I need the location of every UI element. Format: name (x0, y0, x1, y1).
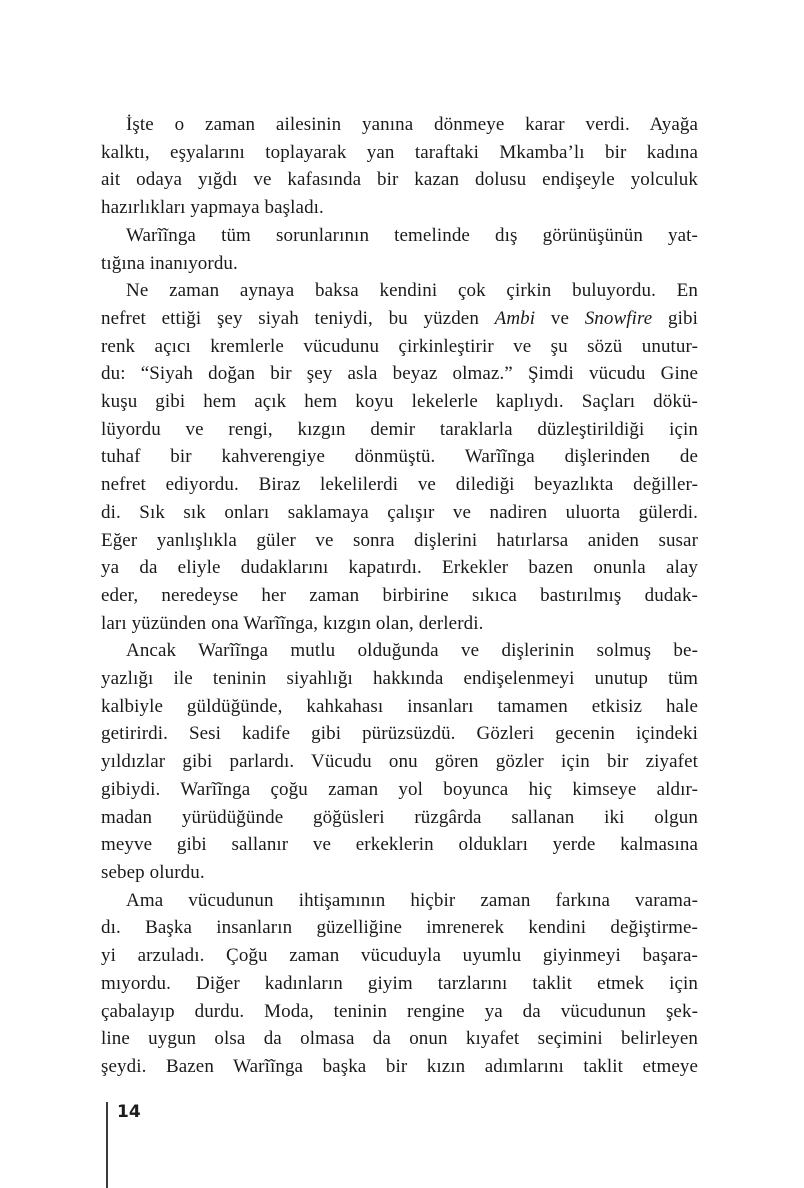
text-segment: çabalayıp durdu. Moda, teninin rengine ya da vücudunun şek- (101, 1000, 698, 1022)
text-line (101, 333, 698, 361)
text-segment: kalktı, eşyalarını toplayarak yan taraftaki Mkamba’lı bir kadına (101, 141, 698, 163)
text-segment: di. Sık sık onları saklamaya çalışır ve nadiren uluorta gülerdi. (101, 501, 698, 523)
text-segment: tığına inanıyordu. (101, 252, 238, 274)
text-segment: madan yürüdüğünde göğüsleri rüzgârda sallanan iki olgun (101, 806, 698, 828)
text-segment: nefret ediyordu. Biraz lekelilerdi ve dilediği beyazlıkta değiller- (101, 474, 698, 496)
text-segment: sebep olurdu. (101, 861, 205, 883)
text-line (101, 998, 698, 1026)
text-segment: ya da eliyle dudaklarını kapatırdı. Erkekler bazen onunla alay (101, 557, 698, 579)
text-line (101, 1053, 698, 1081)
text-segment: ait odaya yığdı ve kafasında bir kazan dolusu endişeyle yolculuk (101, 169, 698, 191)
text-line (101, 693, 698, 721)
text-line (101, 305, 698, 333)
text-segment: dı. Başka insanların güzelliğine imrenerek kendini değiştirme- (101, 917, 698, 939)
paragraph (101, 222, 698, 277)
text-line (101, 637, 698, 665)
paragraph (101, 111, 698, 222)
text-line (101, 720, 698, 748)
text-line (101, 887, 698, 915)
text-line (101, 804, 698, 832)
text-segment: Warĩĩnga tüm sorunlarının temelinde dış görünüşünün yat- (126, 224, 698, 246)
text-segment: renk açıcı kremlerle vücudunu çirkinleştirir ve şu sözü unutur- (101, 335, 698, 357)
text-line (101, 776, 698, 804)
text-segment: şeydi. Bazen Warĩĩnga başka bir kızın adımlarını taklit etmeye (101, 1055, 698, 1077)
text-line (101, 610, 698, 638)
text-line (101, 831, 698, 859)
text-segment: lüyordu ve rengi, kızgın demir taraklarla düzleştirildiği için (101, 418, 698, 440)
italic-text-segment: Ambi (494, 307, 536, 329)
paragraph (101, 277, 698, 637)
text-segment: mıyordu. Diğer kadınların giyim tarzlarını taklit etmek için (101, 972, 698, 994)
text-line (101, 139, 698, 167)
text-line (101, 1025, 698, 1053)
text-line (101, 443, 698, 471)
text-segment: tuhaf bir kahverengiye dönmüştü. Warĩĩnga dişlerinden de (101, 446, 698, 468)
text-line (101, 111, 698, 139)
text-segment: gibi (652, 307, 698, 329)
text-line (101, 554, 698, 582)
text-line (101, 277, 698, 305)
text-segment: ları yüzünden ona Warĩĩnga, kızgın olan, derlerdi. (101, 612, 484, 634)
text-segment: kuşu gibi hem açık hem koyu lekelerle kaplıydı. Saçları dökü- (101, 391, 698, 413)
text-line (101, 222, 698, 250)
text-segment: yazlığı ile teninin siyahlığı hakkında endişelenmeyi unutup tüm (101, 668, 698, 690)
text-line (101, 942, 698, 970)
text-line (101, 388, 698, 416)
footer-vertical-rule (106, 1102, 108, 1188)
text-segment: meyve gibi sallanır ve erkeklerin oldukları yerde kalmasına (101, 834, 698, 856)
text-segment: Ne zaman aynaya baksa kendini çok çirkin buluyordu. En (126, 280, 698, 302)
text-segment: yıldızlar gibi parlardı. Vücudu onu gören gözler için bir ziyafet (101, 751, 698, 773)
text-segment: ve (535, 307, 585, 329)
text-line (101, 250, 698, 278)
italic-text-segment: Snowfire (584, 307, 653, 329)
text-segment: Eğer yanlışlıkla güler ve sonra dişlerini hatırlarsa aniden susar (101, 529, 698, 551)
text-segment: İşte o zaman ailesinin yanına dönmeye karar verdi. Ayağa (126, 114, 698, 135)
text-segment: kalbiyle güldüğünde, kahkahası insanları tamamen etkisiz hale (101, 695, 698, 717)
text-segment: du: “Siyah doğan bir şey asla beyaz olmaz.” Şimdi vücudu Gine (101, 363, 698, 385)
text-line (101, 527, 698, 555)
text-line (101, 748, 698, 776)
text-segment: Ama vücudunun ihtişamının hiçbir zaman farkına varama- (126, 889, 698, 911)
paragraph (101, 887, 698, 1081)
text-line (101, 166, 698, 194)
body-text (101, 111, 698, 1081)
text-line (101, 360, 698, 388)
text-line (101, 970, 698, 998)
text-line (101, 416, 698, 444)
page-number: 14 (117, 1102, 141, 1122)
text-line (101, 499, 698, 527)
text-line (101, 582, 698, 610)
text-line (101, 194, 698, 222)
text-segment: Ancak Warĩĩnga mutlu olduğunda ve dişlerinin solmuş be- (126, 640, 698, 662)
text-line (101, 471, 698, 499)
text-segment: hazırlıkları yapmaya başladı. (101, 197, 324, 219)
text-segment: getirirdi. Sesi kadife gibi pürüzsüzdü. Gözleri gecenin içindeki (101, 723, 698, 745)
text-line (101, 914, 698, 942)
text-segment: line uygun olsa da olmasa da onun kıyafet seçimini belirleyen (101, 1028, 698, 1050)
text-segment: gibiydi. Warĩĩnga çoğu zaman yol boyunca hiç kimseye aldır- (101, 778, 698, 800)
text-segment: eder, neredeyse her zaman birbirine sıkıca bastırılmış dudak- (101, 584, 698, 606)
paragraph (101, 637, 698, 886)
text-segment: yi arzuladı. Çoğu zaman vücuduyla uyumlu giyinmeyi başara- (101, 945, 698, 967)
text-segment: nefret ettiği şey siyah teniydi, bu yüzden (101, 307, 495, 329)
text-line (101, 859, 698, 887)
text-line (101, 665, 698, 693)
